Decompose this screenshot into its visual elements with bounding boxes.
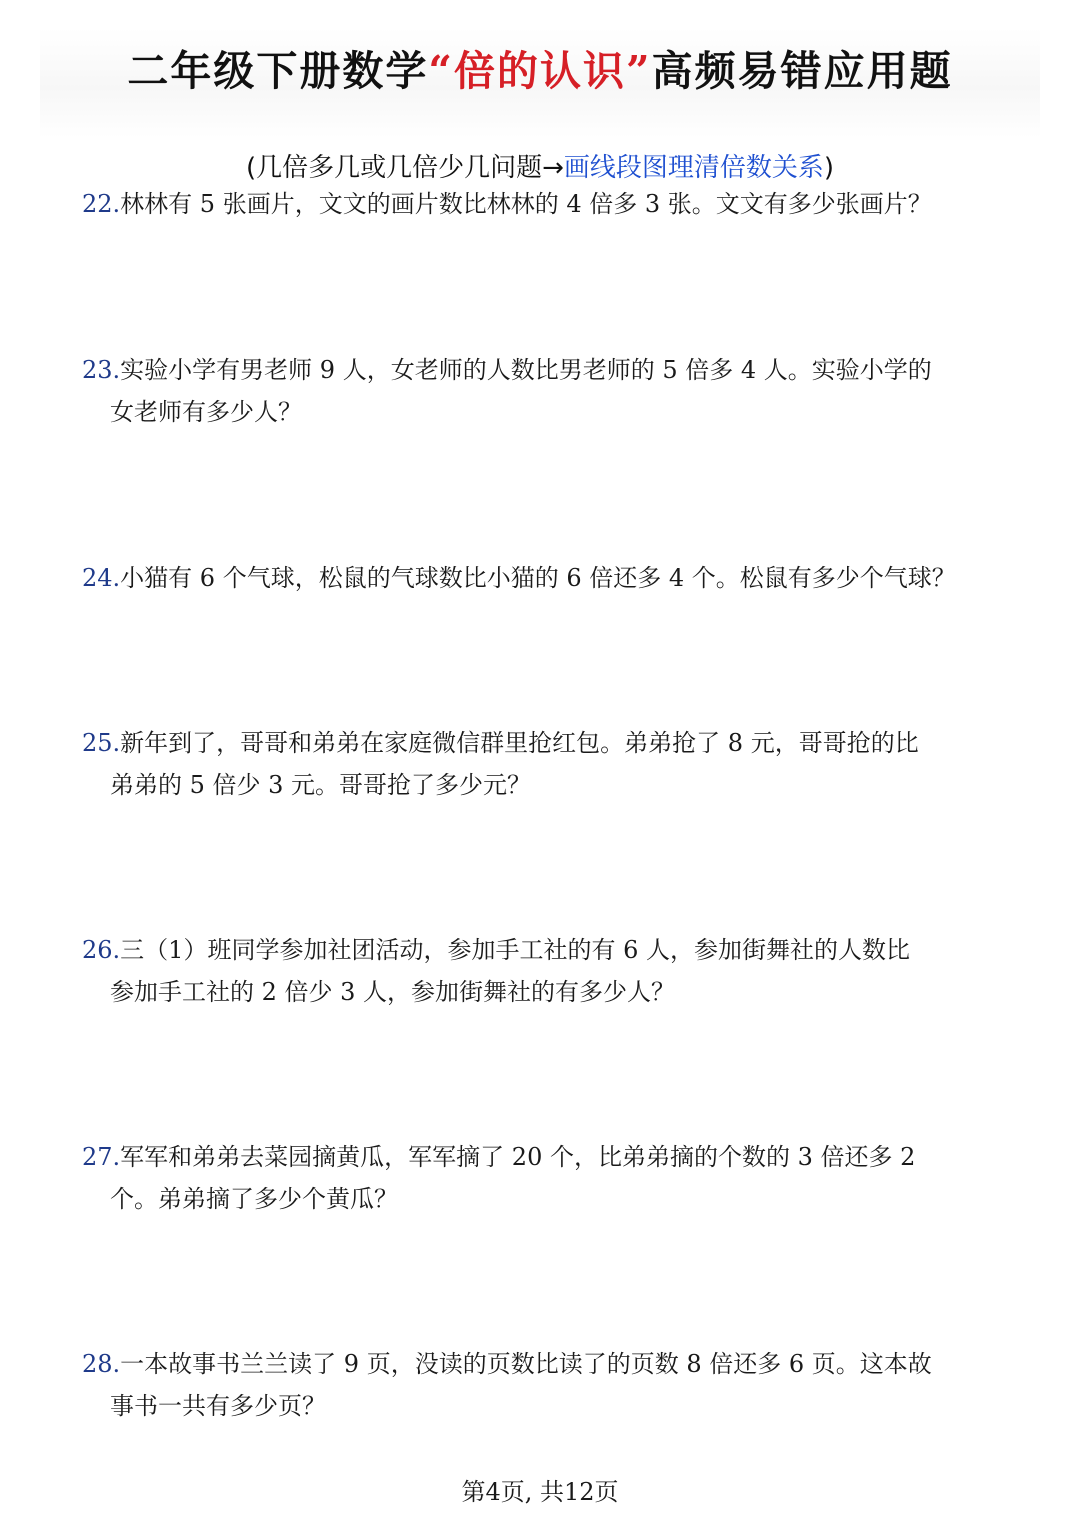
question-number: 27.	[82, 1143, 121, 1171]
question-line	[82, 1343, 1002, 1385]
question-text: 林林有 5 张画片，文文的画片数比林林的 4 倍多 3 张。文文有多少张画片？	[120, 190, 932, 218]
question-text: 小猫有 6 个气球，松鼠的气球数比小猫的 6 倍还多 4 个。松鼠有多少个气球？	[120, 564, 956, 592]
question-number: 24.	[82, 564, 121, 592]
question-22	[82, 183, 1002, 225]
question-text: 个。弟弟摘了多少个黄瓜？	[110, 1185, 398, 1213]
question-25	[82, 722, 1002, 806]
question-text: 女老师有多少人？	[110, 398, 302, 426]
question-line	[82, 349, 1002, 391]
question-text: 军军和弟弟去菜园摘黄瓜，军军摘了 20 个，比弟弟摘的个数的 3 倍还多 2	[120, 1143, 916, 1171]
question-26	[82, 929, 1002, 1013]
question-number: 22.	[82, 190, 121, 218]
question-number: 26.	[82, 936, 121, 964]
question-text: 事书一共有多少页？	[110, 1392, 326, 1420]
question-text: 三（1）班同学参加社团活动，参加手工社的有 6 人，参加街舞社的人数比	[120, 936, 910, 964]
question-24	[82, 557, 1002, 599]
question-number: 28.	[82, 1350, 121, 1378]
question-23	[82, 349, 1002, 433]
page-subtitle	[0, 147, 1080, 184]
question-line	[82, 1385, 1002, 1427]
question-text: 参加手工社的 2 倍少 3 人，参加街舞社的有多少人？	[110, 978, 676, 1006]
subtitle-prefix: (几倍多几或几倍少几问题→	[245, 153, 564, 183]
title-highlight: “倍的认识”	[428, 47, 652, 95]
question-text: 新年到了，哥哥和弟弟在家庭微信群里抢红包。弟弟抢了 8 元，哥哥抢的比	[120, 729, 919, 757]
question-text: 一本故事书兰兰读了 9 页，没读的页数比读了的页数 8 倍还多 6 页。这本故	[120, 1350, 932, 1378]
question-line	[82, 971, 1002, 1013]
question-line	[82, 183, 1002, 225]
question-28	[82, 1343, 1002, 1427]
question-line	[82, 391, 1002, 433]
subtitle-highlight: 画线段图理清倍数关系	[563, 153, 824, 183]
question-line	[82, 764, 1002, 806]
question-text: 弟弟的 5 倍少 3 元。哥哥抢了多少元？	[110, 771, 532, 799]
question-line	[82, 929, 1002, 971]
question-number: 25.	[82, 729, 121, 757]
question-line	[82, 722, 1002, 764]
question-text: 实验小学有男老师 9 人，女老师的人数比男老师的 5 倍多 4 人。实验小学的	[120, 356, 932, 384]
question-27	[82, 1136, 1002, 1220]
question-number: 23.	[82, 356, 121, 384]
title-suffix: 高频易错应用题	[651, 47, 953, 95]
title-prefix: 二年级下册数学	[127, 47, 429, 95]
question-line	[82, 557, 1002, 599]
question-line	[82, 1136, 1002, 1178]
subtitle-suffix: )	[823, 153, 835, 183]
page-title	[0, 38, 1080, 97]
page-number: 第4页, 共12页	[461, 1478, 619, 1506]
question-line	[82, 1178, 1002, 1220]
